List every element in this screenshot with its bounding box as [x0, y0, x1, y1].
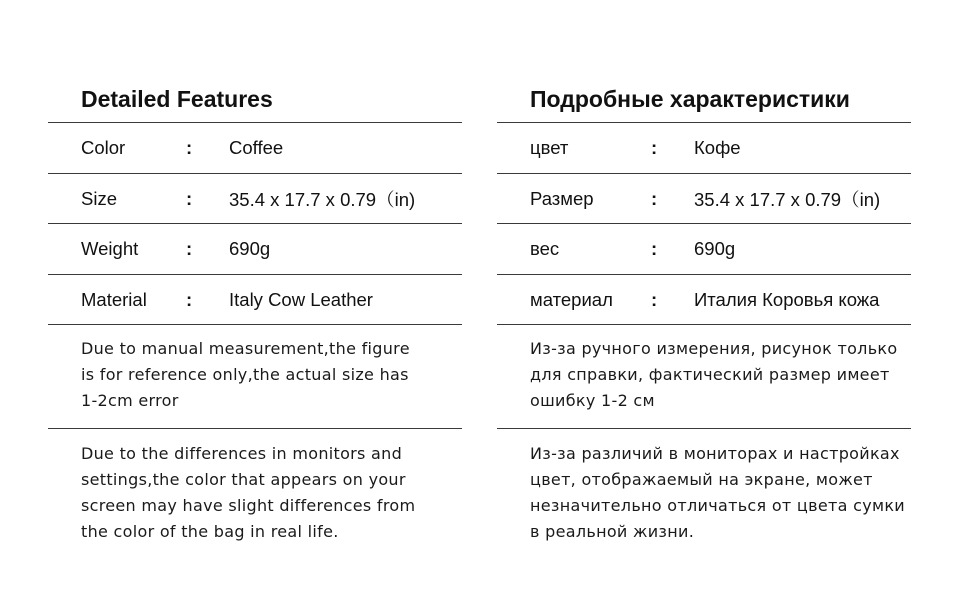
color-label: Color — [81, 137, 126, 158]
note-line: для справки, фактический размер имеет — [530, 365, 890, 384]
separator: : — [186, 289, 193, 310]
note-line: is for reference only,the actual size has — [81, 365, 409, 384]
separator: : — [186, 238, 193, 259]
note-line: Due to manual measurement,the figure — [81, 339, 410, 358]
note-line: цвет, отображаемый на экране, может — [530, 470, 873, 489]
separator: : — [651, 188, 658, 209]
size-label: Размер — [530, 188, 594, 209]
material-row — [497, 275, 911, 325]
color-note — [81, 441, 471, 545]
note-line: screen may have slight differences from — [81, 496, 416, 515]
weight-value: 690g — [694, 238, 736, 259]
separator: : — [651, 289, 658, 310]
note-line: Из-за ручного измерения, рисунок только — [530, 339, 898, 358]
size-row — [48, 174, 462, 224]
color-row — [48, 123, 462, 173]
material-label: материал — [530, 289, 613, 310]
separator: : — [186, 137, 193, 158]
size-value: 35.4 x 17.7 x 0.79（in) — [694, 189, 881, 210]
separator: : — [651, 238, 658, 259]
color-row — [497, 123, 911, 173]
note-line: the color of the bag in real life. — [81, 522, 339, 541]
separator: : — [186, 188, 193, 209]
color-note — [530, 441, 920, 545]
english-title: Detailed Features — [81, 86, 273, 112]
weight-label: Weight — [81, 238, 139, 259]
color-label: цвет — [530, 137, 569, 158]
note-line: незначительно отличаться от цвета сумки — [530, 496, 906, 515]
measurement-note — [81, 336, 471, 414]
note-line: в реальной жизни. — [530, 522, 695, 541]
material-value: Италия Коровья кожа — [694, 289, 880, 310]
color-value: Coffee — [229, 137, 284, 158]
note-line: Due to the differences in monitors and — [81, 444, 403, 463]
material-label: Material — [81, 289, 147, 310]
measurement-note — [530, 336, 920, 414]
color-value: Кофе — [694, 137, 741, 158]
note-line: 1-2cm error — [81, 391, 179, 410]
divider — [48, 428, 462, 429]
size-value: 35.4 x 17.7 x 0.79（in) — [229, 189, 416, 210]
divider — [497, 324, 911, 325]
size-label: Size — [81, 188, 117, 209]
weight-row — [497, 224, 911, 274]
divider — [48, 324, 462, 325]
size-row — [497, 174, 911, 224]
material-value: Italy Cow Leather — [229, 289, 373, 310]
weight-row — [48, 224, 462, 274]
divider — [497, 428, 911, 429]
weight-value: 690g — [229, 238, 271, 259]
note-line: settings,the color that appears on your — [81, 470, 406, 489]
russian-title: Подробные характеристики — [530, 86, 850, 112]
material-row — [48, 275, 462, 325]
note-line: Из-за различий в мониторах и настройках — [530, 444, 900, 463]
separator: : — [651, 137, 658, 158]
weight-label: вес — [530, 238, 560, 259]
note-line: ошибку 1-2 см — [530, 391, 655, 410]
